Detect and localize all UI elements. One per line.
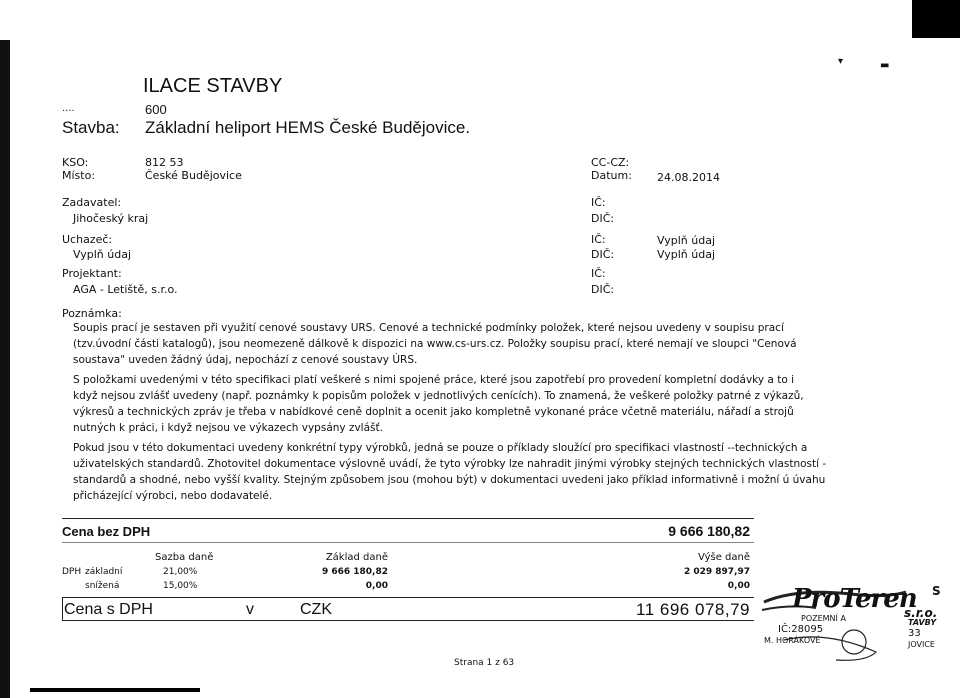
- datum-label: Datum:: [591, 169, 632, 182]
- paragraph-line: standardů a shodné, nebo vyšší kvality. Stejným způsobem jsou (mohou být) v dokumentaci uvedeni jako příklad informativně i možní ú úvahu: [73, 474, 826, 486]
- col-sazba: Sazba daně: [155, 552, 214, 563]
- paragraph-line: S položkami uvedenými v této specifikaci platí veškeré s nimi spojené práce, které jsou zapotřebí pro provedení kompletní dodávky a to i: [73, 374, 795, 386]
- uchazec-ic-value: Vyplň údaj: [657, 234, 715, 247]
- cena-s-value: 11 696 078,79: [636, 600, 750, 619]
- v-label: v: [246, 601, 254, 618]
- misto-value: České Budějovice: [145, 169, 242, 182]
- page-number: Strana 1 z 63: [454, 658, 515, 668]
- uchazec-value: Vyplň údaj: [73, 248, 131, 261]
- stavba-label: Stavba:: [62, 118, 120, 137]
- dph-row-base: 0,00: [365, 581, 388, 591]
- paragraph-line: uživatelských standardů. Zhotovitel dokumentace výslovně uvádí, že tyto výrobky lze nahradit jinými výrobky stejných technických vlastností -: [73, 458, 827, 470]
- misto-label: Místo:: [62, 169, 96, 182]
- currency: CZK: [300, 601, 332, 618]
- stamp-right: 33: [908, 628, 921, 639]
- dph-label: DPH: [62, 567, 82, 577]
- paragraph-line: nutných k práci, i když nejsou ve výkazech vypsány zvlášť.: [73, 422, 383, 434]
- projektant-dic-label: DIČ:: [591, 283, 615, 296]
- note-line: Soupis prací je sestaven při využití cenové soustavy URS. Cenové a technické podmínky položek, které nejsou uvedeny v soupisu prací: [73, 322, 784, 334]
- note-label: Poznámka:: [62, 307, 122, 320]
- stamp-right: JOVICE: [908, 640, 935, 649]
- projektant-value: AGA - Letiště, s.r.o.: [73, 283, 178, 296]
- company-stamp: [756, 582, 956, 672]
- uchazec-dic-label: DIČ:: [591, 248, 615, 261]
- cena-bez-value: 9 666 180,82: [668, 523, 750, 539]
- dph-row-name: základní: [85, 567, 123, 577]
- uchazec-dic-value: Vyplň údaj: [657, 248, 715, 261]
- paragraph-line: když nejsou zvlášť uvedeny (např. poznámky k popisům položek v jednotlivých cenících). To znamená, že veškeré položky patrné z výkazů,: [73, 390, 804, 402]
- kso-value: 812 53: [145, 156, 184, 169]
- scan-dot: ▾: [838, 56, 844, 67]
- dph-row-base: 9 666 180,82: [321, 567, 388, 577]
- projektant-label: Projektant:: [62, 267, 122, 280]
- kso-label: KSO:: [62, 156, 89, 169]
- divider: [62, 597, 754, 598]
- stamp-badge: S: [932, 584, 941, 598]
- stamp-brand: ProTeren: [792, 584, 917, 614]
- scan-bar-left: [0, 40, 10, 698]
- scan-dot: ▬: [880, 60, 890, 71]
- document-title: ILACE STAVBY: [143, 75, 283, 97]
- divider: [62, 598, 63, 620]
- col-vyse: Výše daně: [698, 552, 750, 563]
- kod-value: 600: [145, 102, 167, 117]
- divider: [62, 542, 754, 543]
- cena-bez-label: Cena bez DPH: [62, 524, 151, 539]
- cena-s-label: Cena s DPH: [64, 601, 153, 618]
- divider: [62, 518, 754, 519]
- paragraph-line: výkresů a technických zpráv je třeba v nabídkové ceně doplnit a ocenit jako kompletně vykonané práce včetně materiálu, nářadí a strojů: [73, 406, 794, 418]
- uchazec-label: Uchazeč:: [62, 233, 113, 246]
- zadavatel-label: Zadavatel:: [62, 196, 122, 209]
- paragraph-line: přicházející výrobci, nebo dodavatelé.: [73, 490, 273, 502]
- note-line: soustava" uveden žádný údaj, nepochází z cenové soustavy ÚRS.: [73, 354, 418, 366]
- stamp-line: POZEMNÍ A: [801, 614, 846, 623]
- col-zaklad: Základ daně: [325, 552, 388, 563]
- divider: [62, 620, 754, 621]
- stamp-right: TAVBY: [908, 618, 937, 627]
- dph-row-rate: 15,00%: [163, 581, 198, 591]
- stamp-line: M. HORÁKOVÉ: [764, 636, 821, 645]
- dph-row-tax: 2 029 897,97: [683, 567, 750, 577]
- stamp-line: IČ:28095: [778, 624, 824, 635]
- dph-row-rate: 21,00%: [163, 567, 198, 577]
- uchazec-ic-label: IČ:: [591, 233, 606, 246]
- datum-value: 24.08.2014: [657, 171, 720, 184]
- stavba-value: Základní heliport HEMS České Budějovice.: [145, 118, 471, 137]
- note-line: (tzv.úvodní části katalogů), jsou neomezeně dálkově k dispozici na www.cs-urs.cz. Položky soupisu prací, které nemají ve sloupci "Cenová: [73, 338, 797, 350]
- dph-row-name: snížená: [85, 581, 120, 591]
- projektant-ic-label: IČ:: [591, 267, 606, 280]
- zadavatel-ic-label: IČ:: [591, 196, 606, 209]
- scan-bar-bottom: [30, 688, 200, 692]
- paragraph-line: Pokud jsou v této dokumentaci uvedeny konkrétní typy výrobků, jedná se pouze o příklady sloužící pro specifikaci vlastností --technických a: [73, 442, 808, 454]
- stamp-suffix: s.r.o.: [904, 606, 938, 620]
- kod-label: ....: [62, 103, 75, 114]
- dph-row-tax: 0,00: [727, 581, 750, 591]
- zadavatel-value: Jihočeský kraj: [73, 212, 149, 225]
- cc-label: CC-CZ:: [591, 156, 630, 169]
- scan-bar-top-right: [912, 0, 960, 38]
- zadavatel-dic-label: DIČ:: [591, 212, 615, 225]
